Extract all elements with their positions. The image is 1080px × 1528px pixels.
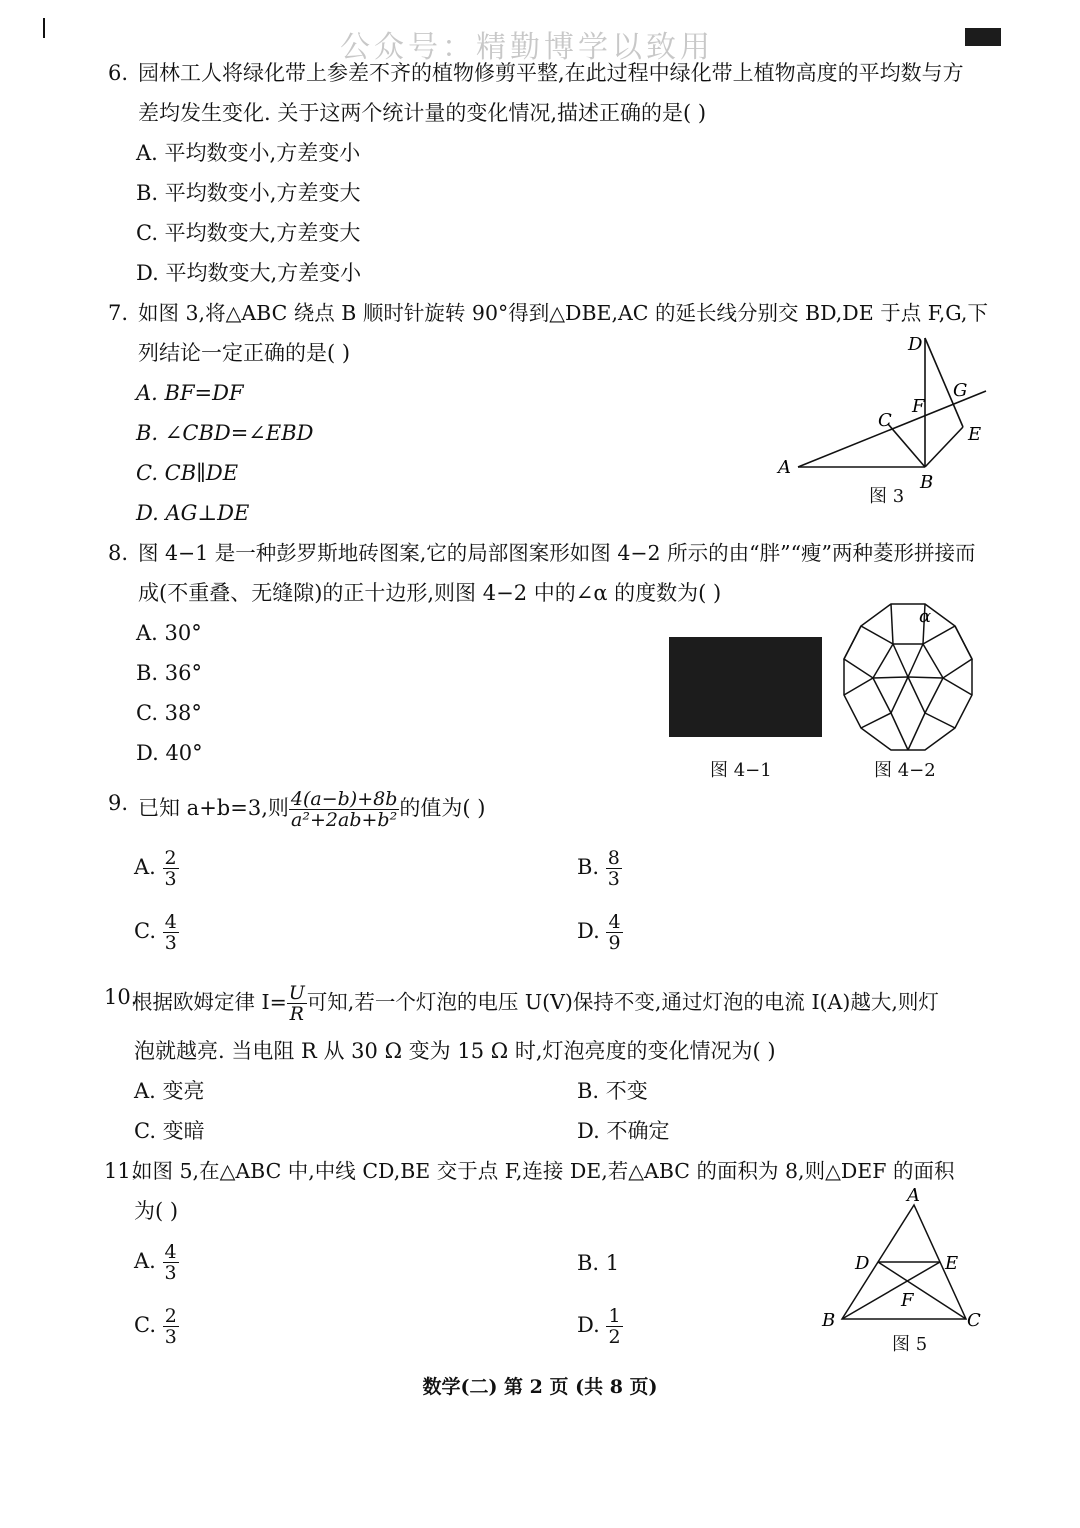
- label-c: C: [878, 410, 892, 431]
- option-b[interactable]: B. 平均数变小,方差变大: [136, 181, 361, 205]
- question-stem: 如图 3,将△ABC 绕点 B 顺时针旋转 90°得到△DBE,AC 的延长线分别交 BD,DE 于点 F,G,下: [138, 301, 988, 325]
- figure-4-1-caption: 图 4−1: [710, 760, 772, 781]
- fraction-denominator: 9: [608, 932, 621, 954]
- question-stem: 为( ): [134, 1199, 179, 1223]
- option-label: A.: [134, 1249, 156, 1273]
- option-d[interactable]: D. AG⊥DE: [136, 501, 250, 525]
- label-e: E: [945, 1253, 959, 1274]
- fraction-denominator: a²+2ab+b²: [291, 809, 398, 831]
- fraction-denominator: R: [289, 1003, 304, 1025]
- option-label: A.: [134, 855, 156, 879]
- option-label: C.: [134, 1313, 156, 1337]
- stem-post: 可知,若一个灯泡的电压 U(V)保持不变,通过灯泡的电流 I(A)越大,则灯: [306, 990, 939, 1014]
- question-number: 10.: [104, 985, 138, 1009]
- label-a: A: [907, 1185, 920, 1206]
- fraction-numerator: 2: [164, 847, 177, 869]
- fraction-numerator: 2: [164, 1305, 177, 1327]
- question-stem: 列结论一定正确的是( ): [138, 341, 351, 365]
- label-d: D: [855, 1253, 870, 1274]
- figure-5: [815, 1185, 985, 1330]
- question-stem: 如图 5,在△ABC 中,中线 CD,BE 交于点 F,连接 DE,若△ABC 的面积为 8,则△DEF 的面积: [132, 1159, 955, 1183]
- label-b: B: [920, 472, 934, 493]
- question-number: 7.: [108, 301, 129, 325]
- label-f: F: [912, 396, 925, 417]
- option-c[interactable]: C. 38°: [136, 701, 202, 725]
- option-a[interactable]: A. 平均数变小,方差变小: [136, 141, 361, 165]
- option-label: B.: [577, 855, 600, 879]
- figure-3-caption: 图 3: [869, 486, 905, 507]
- redaction-block: [965, 28, 1001, 46]
- question-stem: 泡就越亮. 当电阻 R 从 30 Ω 变为 15 Ω 时,灯泡亮度的变化情况为( ): [134, 1039, 776, 1063]
- question-number: 9.: [108, 791, 129, 815]
- label-f: F: [901, 1290, 914, 1311]
- option-c[interactable]: C. CB∥DE: [136, 461, 239, 485]
- stem-pre: 根据欧姆定律 I=: [132, 990, 287, 1014]
- option-b[interactable]: B. 不变: [577, 1079, 648, 1103]
- fraction-denominator: 3: [164, 1326, 177, 1348]
- label-d: D: [908, 334, 923, 355]
- figure-4-1-image: [669, 637, 822, 737]
- fraction-numerator: 4: [608, 911, 621, 933]
- fraction: [289, 789, 400, 830]
- label-g: G: [953, 380, 968, 401]
- watermark: 公众号：精勤博学以致用: [340, 30, 714, 65]
- option-a[interactable]: [134, 848, 179, 889]
- fraction-denominator: 3: [164, 1262, 177, 1284]
- option-d[interactable]: [577, 912, 623, 953]
- option-a[interactable]: A. BF=DF: [136, 381, 244, 405]
- option-c[interactable]: [134, 912, 179, 953]
- alpha-label: α: [919, 606, 932, 627]
- option-c[interactable]: C. 变暗: [134, 1119, 205, 1143]
- label-e: E: [968, 424, 982, 445]
- stem-post: 的值为( ): [399, 796, 486, 820]
- option-d[interactable]: D. 平均数变大,方差变小: [136, 261, 362, 285]
- page-footer: 数学(二) 第 2 页 (共 8 页): [422, 1376, 658, 1398]
- fraction-numerator: 1: [608, 1305, 621, 1327]
- label-a: A: [778, 457, 791, 478]
- fraction-numerator: 8: [607, 847, 620, 869]
- fraction-numerator: 4: [164, 911, 177, 933]
- segment-eb: [925, 427, 963, 467]
- fraction-denominator: 3: [164, 932, 177, 954]
- label-c: C: [967, 1310, 981, 1330]
- option-d[interactable]: D. 不确定: [577, 1119, 670, 1143]
- option-d[interactable]: [577, 1306, 623, 1347]
- option-label: C.: [134, 919, 156, 943]
- option-b[interactable]: B. ∠CBD=∠EBD: [136, 421, 314, 445]
- segment-bc: [888, 424, 925, 467]
- option-c[interactable]: C. 平均数变大,方差变大: [136, 221, 361, 245]
- fraction-denominator: 2: [608, 1326, 621, 1348]
- stem-pre: 已知 a+b=3,则: [138, 796, 289, 820]
- option-b[interactable]: B. 36°: [136, 661, 203, 685]
- fraction-numerator: 4: [164, 1241, 177, 1263]
- figure-4-2-drawing: [833, 600, 983, 752]
- fraction-denominator: 3: [164, 868, 177, 890]
- question-stem: 园林工人将绿化带上参差不齐的植物修剪平整,在此过程中绿化带上植物高度的平均数与方: [138, 61, 964, 85]
- question-number: 6.: [108, 61, 129, 85]
- option-label: D.: [577, 919, 600, 943]
- option-label: D.: [577, 1313, 600, 1337]
- question-number: 11.: [104, 1159, 138, 1183]
- option-label: B.: [577, 1251, 600, 1275]
- option-b[interactable]: [577, 1249, 619, 1277]
- figure-5-caption: 图 5: [892, 1334, 928, 1355]
- option-d[interactable]: D. 40°: [136, 741, 203, 765]
- fraction-numerator: 4(a−b)+8b: [290, 788, 398, 810]
- margin-mark: [43, 18, 45, 38]
- option-a[interactable]: A. 30°: [136, 621, 202, 645]
- option-a[interactable]: [134, 1242, 179, 1283]
- fraction-denominator: 3: [607, 868, 620, 890]
- question-number: 8.: [108, 541, 129, 565]
- figure-4-2-caption: 图 4−2: [874, 760, 936, 781]
- question-stem: 图 4−1 是一种彭罗斯地砖图案,它的局部图案形如图 4−2 所示的由“胖”“瘦”两种菱形拼接而: [138, 541, 976, 565]
- question-stem: 差均发生变化. 关于这两个统计量的变化情况,描述正确的是( ): [138, 101, 707, 125]
- option-a[interactable]: A. 变亮: [134, 1079, 205, 1103]
- fraction-numerator: U: [288, 982, 305, 1004]
- question-stem: [138, 789, 485, 830]
- fraction: [287, 983, 307, 1024]
- label-b: B: [822, 1310, 836, 1330]
- option-c[interactable]: [134, 1306, 179, 1347]
- option-b[interactable]: [577, 848, 622, 889]
- question-stem: 成(不重叠、无缝隙)的正十边形,则图 4−2 中的∠α 的度数为( ): [138, 581, 722, 605]
- question-stem: [132, 983, 939, 1024]
- option-value: 1: [605, 1251, 620, 1275]
